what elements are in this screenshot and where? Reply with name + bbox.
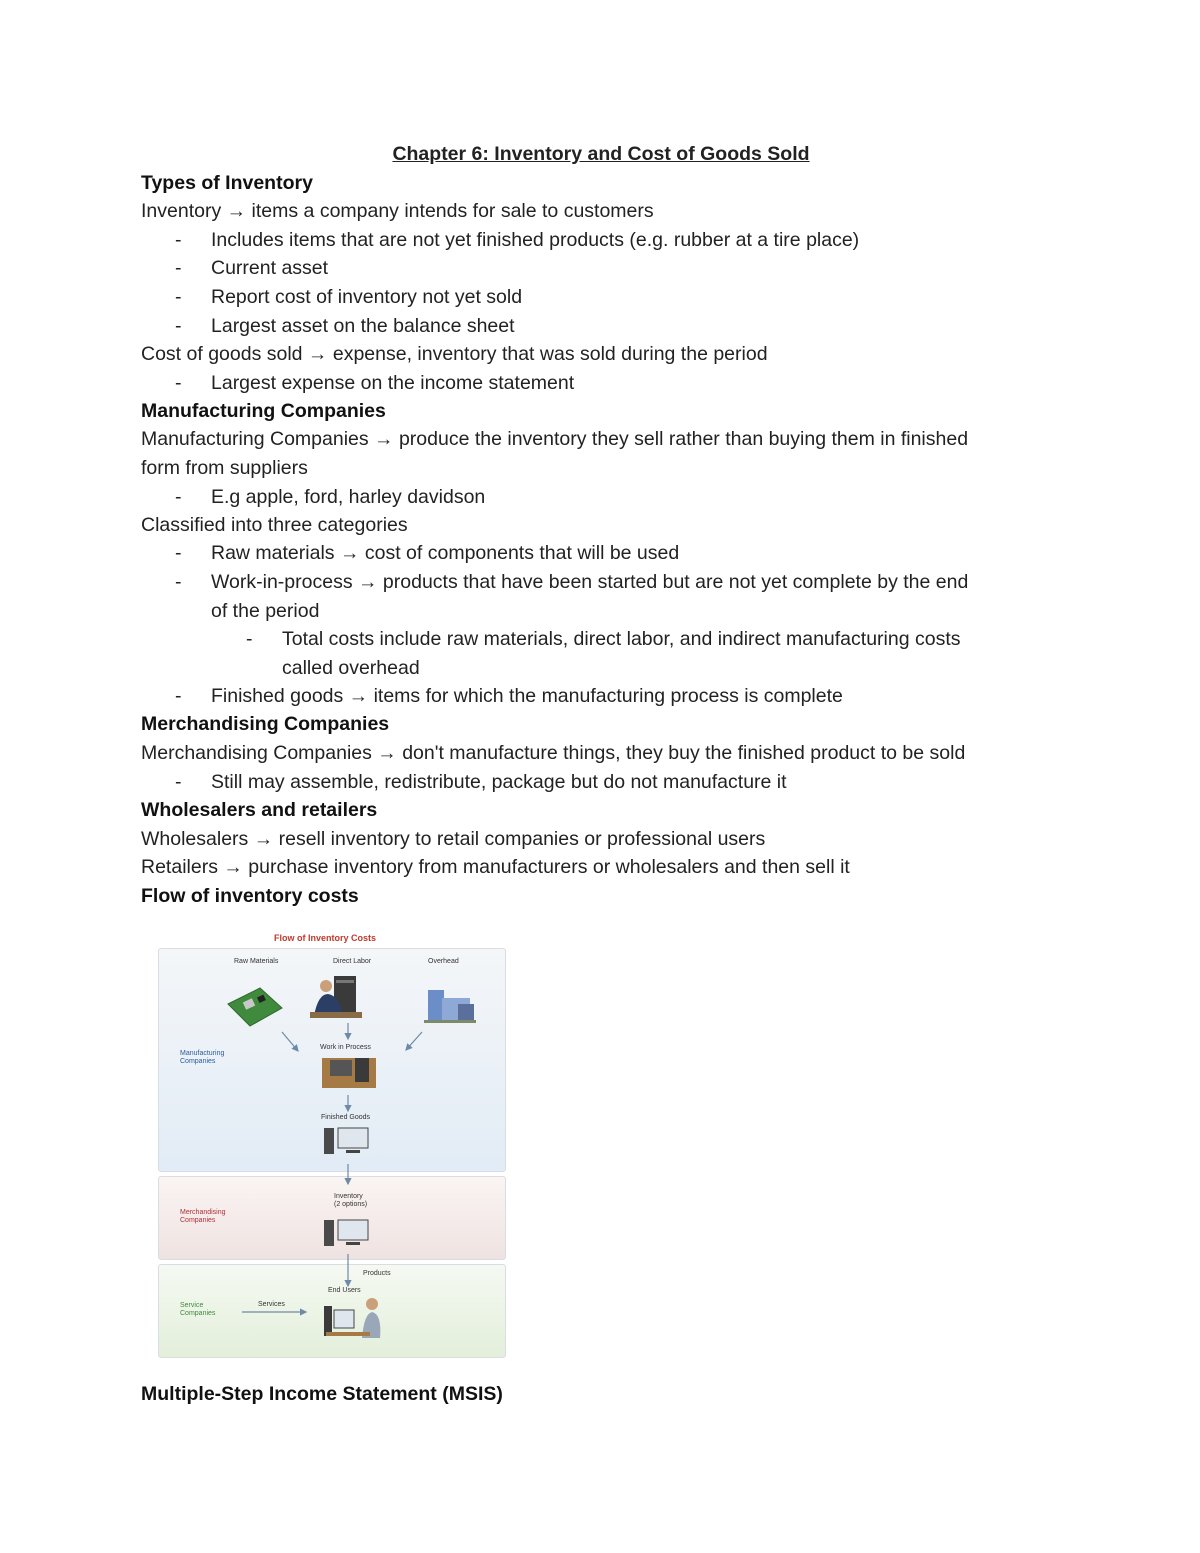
circuit-board-icon xyxy=(228,988,282,1026)
arrow-raw-to-wip xyxy=(282,1032,298,1051)
building-icon xyxy=(424,990,476,1023)
raw-materials-label: Raw Materials xyxy=(234,958,279,965)
end-user-icon xyxy=(324,1298,380,1338)
merchandising-companies-label: Merchandising xyxy=(180,1209,226,1216)
finished-goods-label: Finished Goods xyxy=(321,1114,371,1121)
inventory-label: Inventory xyxy=(334,1193,363,1200)
paragraph: Classified into three categories xyxy=(141,514,408,536)
heading-flow-of-inventory-costs: Flow of inventory costs xyxy=(141,885,359,907)
work-in-process-label: Work in Process xyxy=(320,1044,371,1051)
arrow-overhead-to-wip xyxy=(406,1032,422,1050)
paragraph: Retailers → purchase inventory from manufacturers or wholesalers and then sell it xyxy=(141,856,850,878)
manufacturing-companies-label: Manufacturing xyxy=(180,1050,225,1057)
service-companies-label: Service xyxy=(180,1302,204,1309)
end-users-label: End Users xyxy=(328,1287,361,1294)
manufacturing-companies-label-2: Companies xyxy=(180,1058,216,1065)
merchandising-companies-label-2: Companies xyxy=(180,1217,216,1224)
computer-icon xyxy=(324,1220,368,1246)
paragraph: form from suppliers xyxy=(141,457,308,479)
heading-merchandising-companies: Merchandising Companies xyxy=(141,713,390,735)
paragraph: Merchandising Companies → don't manufacture things, they buy the finished product to be sold xyxy=(141,742,966,764)
heading-msis: Multiple-Step Income Statement (MSIS) xyxy=(141,1383,503,1405)
heading-wholesalers-retailers: Wholesalers and retailers xyxy=(141,799,378,821)
computer-icon xyxy=(324,1128,368,1154)
paragraph: Inventory → items a company intends for sale to customers xyxy=(141,200,654,222)
worker-at-computer-icon xyxy=(310,976,362,1018)
heading-types-of-inventory: Types of Inventory xyxy=(141,172,313,194)
page-title: Chapter 6: Inventory and Cost of Goods Sold xyxy=(392,143,810,165)
inventory-options-label: (2 options) xyxy=(334,1201,368,1208)
flow-of-inventory-costs-figure xyxy=(158,928,504,1358)
paragraph: Manufacturing Companies → produce the inventory they sell rather than buying them in finished xyxy=(141,428,969,450)
products-label: Products xyxy=(363,1270,391,1277)
service-companies-label-2: Companies xyxy=(180,1310,216,1317)
heading-manufacturing-companies: Manufacturing Companies xyxy=(141,400,386,422)
figure-title: Flow of Inventory Costs xyxy=(274,933,377,943)
paragraph: Wholesalers → resell inventory to retail companies or professional users xyxy=(141,828,766,850)
work-in-process-icon xyxy=(322,1058,376,1088)
overhead-label: Overhead xyxy=(428,958,459,965)
paragraph: Cost of goods sold → expense, inventory that was sold during the period xyxy=(141,343,768,365)
direct-labor-label: Direct Labor xyxy=(333,958,372,965)
services-label: Services xyxy=(258,1301,285,1308)
